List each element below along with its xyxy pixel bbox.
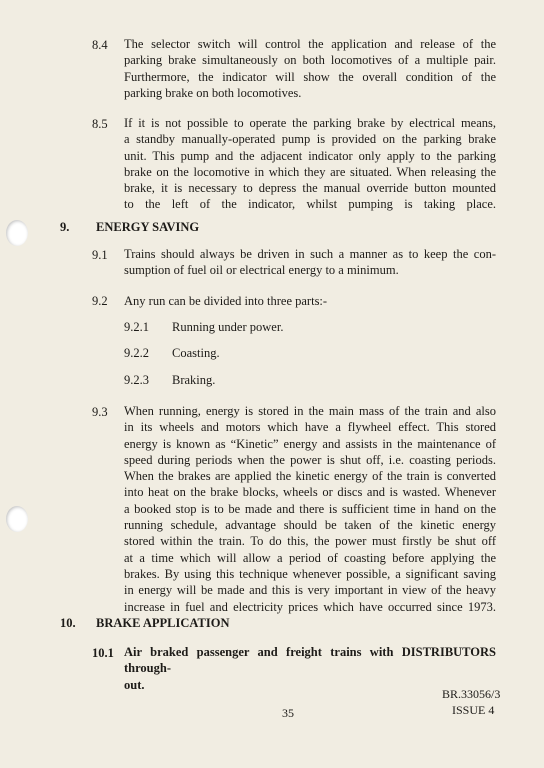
punch-hole-upper — [6, 220, 28, 246]
para-8-4-number: 8.4 — [92, 38, 108, 52]
para-line: sumption of fuel oil or electrical energy to a minimum. — [124, 263, 399, 278]
issue-label: ISSUE 4 — [452, 703, 495, 717]
para-line: energy is known as “Kinetic” energy and assists in the maintenance of — [124, 436, 496, 451]
para-8-5 — [124, 115, 496, 213]
subitem-number: 9.2.1 — [124, 320, 149, 334]
para-line: stored within the train. To do this, the power must firstly be shut off — [124, 534, 496, 549]
para-line: brake on the locomotive in which they are situated. When releasing the — [124, 164, 496, 179]
para-line: in its wheels and motors which have a flywheel effect. This stored — [124, 420, 496, 435]
para-line: When running, energy is stored in the main mass of the train and also — [124, 404, 496, 418]
para-9-3 — [124, 403, 496, 615]
para-line: speed during periods when the power is shut off, i.e. coasting periods. — [124, 452, 496, 467]
para-line: brakes. By using this technique whenever possible, a significant saving — [124, 566, 496, 581]
para-9-1 — [124, 246, 496, 279]
para-9-3-number: 9.3 — [92, 405, 108, 419]
para-line: parking brake simultaneously on both locomotives of a multiple pair. — [124, 53, 496, 68]
document-reference: BR.33056/3 — [442, 687, 501, 701]
para-line: Trains should always be driven in such a manner as to keep the con- — [124, 247, 496, 261]
para-8-5-number: 8.5 — [92, 117, 108, 131]
para-line: brake, it is necessary to depress the manual override button mounted — [124, 181, 496, 196]
para-9-1-number: 9.1 — [92, 248, 108, 262]
para-line: a standby manually-operated pump is provided on the parking brake — [124, 132, 496, 147]
para-line: The selector switch will control the application and release of the — [124, 37, 496, 51]
para-line: to the left of the indicator, whilst pumping is taking place. — [124, 197, 496, 212]
para-line: When the brakes are applied the kinetic energy of the train is converted — [124, 469, 496, 484]
section-9-title: ENERGY SAVING — [96, 220, 200, 234]
section-10-title: BRAKE APPLICATION — [96, 616, 230, 630]
para-9-2-number: 9.2 — [92, 294, 108, 308]
para-line: increase in fuel and electricity prices which have occurred since 1973. — [124, 599, 496, 614]
para-9-2-text: Any run can be divided into three parts:- — [124, 294, 328, 308]
punch-hole-lower — [6, 506, 28, 532]
para-line: parking brake on both locomotives. — [124, 85, 302, 100]
subitem-text: Running under power. — [172, 320, 284, 334]
para-line: running schedule, advantage should be taken of the kinetic energy — [124, 518, 496, 533]
subitem-number: 9.2.2 — [124, 346, 149, 360]
subitem-number: 9.2.3 — [124, 373, 149, 387]
para-10-1-number: 10.1 — [92, 646, 114, 660]
para-line: at a time which will allow a period of coasting before applying the — [124, 550, 496, 565]
para-line: into heat on the brake blocks, wheels or discs and is wasted. Whenever — [124, 485, 496, 500]
subitem-text: Coasting. — [172, 346, 220, 360]
para-10-1 — [124, 644, 496, 693]
section-9-number: 9. — [60, 220, 70, 234]
section-10-number: 10. — [60, 616, 76, 630]
para-line: Air braked passenger and freight trains with DISTRIBUTORS through- — [124, 645, 496, 676]
subitem-text: Braking. — [172, 373, 216, 387]
para-8-4 — [124, 36, 496, 101]
para-line: out. — [124, 677, 145, 692]
para-line: a booked stop is to be made and there is sufficient time in hand on the — [124, 501, 496, 516]
para-line: If it is not possible to operate the parking brake by electrical means, — [124, 116, 496, 130]
para-line: in energy will be made and this is very important in view of the heavy — [124, 583, 496, 598]
para-line: unit. This pump and the adjacent indicator only apply to the parking — [124, 148, 496, 163]
para-line: Furthermore, the indicator will show the overall condition of the — [124, 69, 496, 84]
page-number: 35 — [282, 706, 294, 720]
